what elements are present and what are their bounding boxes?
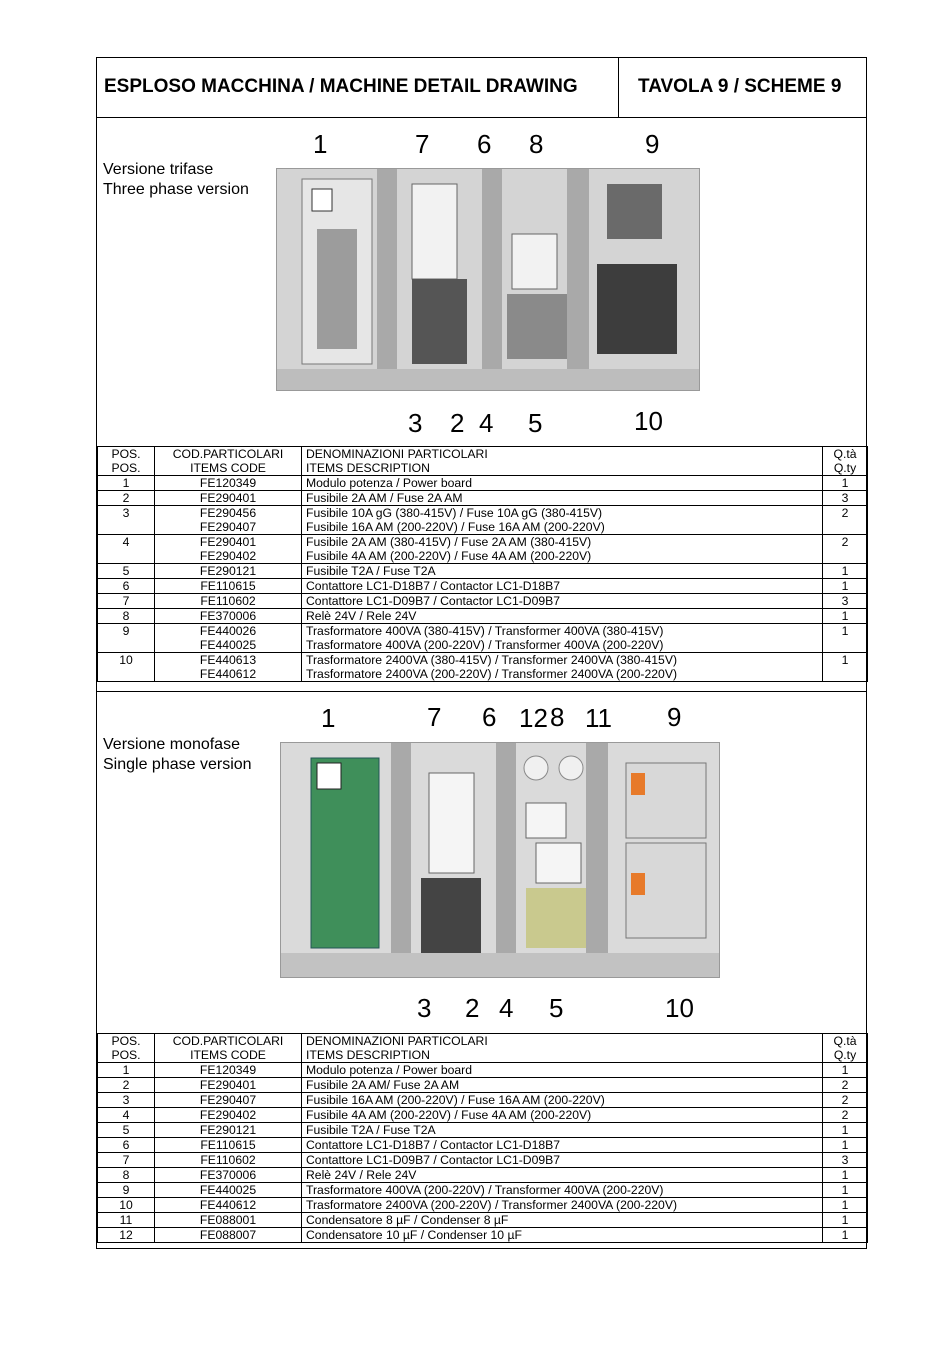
table-row [98, 1108, 868, 1123]
cell-pos: 12 [98, 1228, 155, 1243]
callout-5: 5 [549, 993, 564, 1023]
cell-qty: 1 [823, 1168, 868, 1183]
cell-description: Contattore LC1-D09B7 / Contactor LC1-D09B7 [302, 594, 823, 609]
cell-pos: 1 [98, 1063, 155, 1078]
callout-7: 7 [427, 702, 442, 732]
cell-code: FE110615 [155, 1138, 302, 1153]
version-label-it: Versione monofase [103, 736, 240, 753]
cell-code: FE088001 [155, 1213, 302, 1228]
cell-qty: 1 [823, 1228, 868, 1243]
cell-code: FE370006 [155, 609, 302, 624]
cell-pos: 7 [98, 594, 155, 609]
callout-4: 4 [479, 408, 494, 438]
cell-code: FE290401 FE290402 [155, 535, 302, 564]
cell-pos: 10 [98, 653, 155, 682]
version-label-it: Versione trifase [103, 161, 214, 178]
cell-description: Trasformatore 400VA (200-220V) / Transformer 400VA (200-220V) [302, 1183, 823, 1198]
cell-code: FE290121 [155, 564, 302, 579]
table-row [98, 1228, 868, 1243]
three-phase-section [97, 118, 866, 448]
callout-4: 4 [499, 993, 514, 1023]
cell-code: FE440026 FE440025 [155, 624, 302, 653]
version-label-en: Single phase version [103, 756, 252, 773]
cell-description: Relè 24V / Rele 24V [302, 609, 823, 624]
cell-code: FE290401 [155, 1078, 302, 1093]
version-label-en: Three phase version [103, 181, 249, 198]
column-header-description: DENOMINAZIONI PARTICOLARI ITEMS DESCRIPTION [302, 447, 823, 476]
callout-2: 2 [465, 993, 480, 1023]
cell-description: Modulo potenza / Power board [302, 1063, 823, 1078]
cell-qty: 1 [823, 1138, 868, 1153]
page-title: ESPLOSO MACCHINA / MACHINE DETAIL DRAWING [104, 76, 578, 97]
cell-qty: 1 [823, 1063, 868, 1078]
table-row [98, 1153, 868, 1168]
callout-2: 2 [450, 408, 465, 438]
cell-pos: 4 [98, 535, 155, 564]
column-header-pos: POS. POS. [98, 1034, 155, 1063]
cell-description: Relè 24V / Rele 24V [302, 1168, 823, 1183]
cell-pos: 2 [98, 491, 155, 506]
callout-8: 8 [550, 702, 565, 732]
cell-pos: 8 [98, 1168, 155, 1183]
cell-description: Fusibile 4A AM (200-220V) / Fuse 4A AM (200-220V) [302, 1108, 823, 1123]
table-row [98, 594, 868, 609]
table-row [98, 1093, 868, 1108]
cell-description: Fusibile 10A gG (380-415V) / Fuse 10A gG (380-415V) Fusibile 16A AM (200-220V) / Fuse 16A AM (200-220V) [302, 506, 823, 535]
callout-5: 5 [528, 408, 543, 438]
cell-qty: 1 [823, 476, 868, 491]
table-row [98, 1123, 868, 1138]
cell-pos: 9 [98, 624, 155, 653]
cell-code: FE120349 [155, 476, 302, 491]
cell-qty: 2 [823, 1108, 868, 1123]
cell-pos: 5 [98, 564, 155, 579]
callout-1: 1 [321, 703, 336, 733]
cell-description: Modulo potenza / Power board [302, 476, 823, 491]
column-header-qty: Q.tà Q.ty [823, 447, 868, 476]
cell-qty: 1 [823, 609, 868, 624]
cell-qty: 3 [823, 594, 868, 609]
cell-code: FE290121 [155, 1123, 302, 1138]
cell-description: Trasformatore 400VA (380-415V) / Transformer 400VA (380-415V) Trasformatore 400VA (200-220V) / Transformer 400VA (200-220V) [302, 624, 823, 653]
cell-description: Fusibile 16A AM (200-220V) / Fuse 16A AM (200-220V) [302, 1093, 823, 1108]
cell-code: FE290456 FE290407 [155, 506, 302, 535]
cell-qty: 2 [823, 535, 868, 564]
cell-code: FE120349 [155, 1063, 302, 1078]
cell-code: FE370006 [155, 1168, 302, 1183]
cell-qty: 1 [823, 1183, 868, 1198]
cell-pos: 10 [98, 1198, 155, 1213]
callout-9: 9 [667, 702, 682, 732]
callout-8: 8 [529, 129, 544, 159]
table-row [98, 476, 868, 491]
cell-pos: 6 [98, 579, 155, 594]
table-row [98, 624, 868, 653]
cell-qty: 3 [823, 491, 868, 506]
table-row [98, 506, 868, 535]
cell-qty: 2 [823, 1078, 868, 1093]
cell-pos: 8 [98, 609, 155, 624]
cell-code: FE440612 [155, 1198, 302, 1213]
table-row [98, 609, 868, 624]
cell-description: Trasformatore 2400VA (380-415V) / Transformer 2400VA (380-415V) Trasformatore 2400VA (200-220V) / Transformer 2400VA (200-220V) [302, 653, 823, 682]
single-phase-section [97, 691, 866, 1037]
panel-illustration [277, 169, 700, 391]
table-row [98, 1138, 868, 1153]
single-phase-parts-table [97, 1033, 868, 1243]
cell-code: FE088007 [155, 1228, 302, 1243]
cell-code: FE110615 [155, 579, 302, 594]
callout-6: 6 [482, 702, 497, 732]
cell-qty: 1 [823, 1198, 868, 1213]
callout-9: 9 [645, 129, 660, 159]
cell-description: Condensatore 8 µF / Condenser 8 µF [302, 1213, 823, 1228]
cell-description: Fusibile 2A AM (380-415V) / Fuse 2A AM (380-415V) Fusibile 4A AM (200-220V) / Fuse 4A AM (200-220V) [302, 535, 823, 564]
cell-qty: 1 [823, 624, 868, 653]
table-row [98, 1198, 868, 1213]
cell-code: FE440613 FE440612 [155, 653, 302, 682]
cell-description: Fusibile T2A / Fuse T2A [302, 1123, 823, 1138]
table-row [98, 491, 868, 506]
table-row [98, 653, 868, 682]
table-header-row [98, 447, 868, 476]
cell-pos: 3 [98, 506, 155, 535]
header-divider [618, 58, 619, 117]
cell-pos: 11 [98, 1213, 155, 1228]
cell-qty: 1 [823, 579, 868, 594]
cell-code: FE290402 [155, 1108, 302, 1123]
cell-qty: 2 [823, 1093, 868, 1108]
sheet-header [97, 58, 866, 118]
cell-pos: 3 [98, 1093, 155, 1108]
column-header-code: COD.PARTICOLARI ITEMS CODE [155, 1034, 302, 1063]
cell-pos: 2 [98, 1078, 155, 1093]
callout-1: 1 [313, 129, 328, 159]
table-row [98, 564, 868, 579]
cell-description: Trasformatore 2400VA (200-220V) / Transformer 2400VA (200-220V) [302, 1198, 823, 1213]
cell-qty: 1 [823, 653, 868, 682]
callout-12: 12 [519, 703, 548, 733]
table-reference: TAVOLA 9 / SCHEME 9 [638, 76, 842, 97]
cell-pos: 6 [98, 1138, 155, 1153]
callout-3: 3 [417, 993, 432, 1023]
cell-qty: 3 [823, 1153, 868, 1168]
table-row [98, 1183, 868, 1198]
single-phase-panel-photo [280, 742, 720, 978]
panel-illustration [281, 743, 720, 978]
three-phase-parts-table [97, 446, 868, 682]
cell-description: Condensatore 10 µF / Condenser 10 µF [302, 1228, 823, 1243]
callout-10: 10 [665, 993, 694, 1023]
cell-description: Contattore LC1-D18B7 / Contactor LC1-D18B7 [302, 579, 823, 594]
drawing-sheet [96, 57, 867, 1249]
cell-description: Fusibile 2A AM / Fuse 2A AM [302, 491, 823, 506]
cell-code: FE110602 [155, 594, 302, 609]
cell-pos: 5 [98, 1123, 155, 1138]
cell-pos: 1 [98, 476, 155, 491]
table-row [98, 579, 868, 594]
cell-qty: 1 [823, 564, 868, 579]
table-row [98, 1168, 868, 1183]
cell-pos: 7 [98, 1153, 155, 1168]
cell-code: FE110602 [155, 1153, 302, 1168]
column-header-description: DENOMINAZIONI PARTICOLARI ITEMS DESCRIPTION [302, 1034, 823, 1063]
table-row [98, 1063, 868, 1078]
callout-7: 7 [415, 129, 430, 159]
callout-10: 10 [634, 406, 663, 436]
table-row [98, 1213, 868, 1228]
cell-description: Contattore LC1-D09B7 / Contactor LC1-D09B7 [302, 1153, 823, 1168]
cell-code: FE290401 [155, 491, 302, 506]
cell-description: Fusibile 2A AM/ Fuse 2A AM [302, 1078, 823, 1093]
three-phase-panel-photo [276, 168, 700, 391]
cell-qty: 1 [823, 1123, 868, 1138]
cell-description: Fusibile T2A / Fuse T2A [302, 564, 823, 579]
cell-pos: 4 [98, 1108, 155, 1123]
column-header-code: COD.PARTICOLARI ITEMS CODE [155, 447, 302, 476]
table-header-row [98, 1034, 868, 1063]
cell-qty: 1 [823, 1213, 868, 1228]
cell-code: FE440025 [155, 1183, 302, 1198]
callout-11: 11 [585, 703, 612, 733]
cell-code: FE290407 [155, 1093, 302, 1108]
callout-6: 6 [477, 129, 492, 159]
cell-pos: 9 [98, 1183, 155, 1198]
table-row [98, 1078, 868, 1093]
column-header-pos: POS. POS. [98, 447, 155, 476]
table-row [98, 535, 868, 564]
column-header-qty: Q.tà Q.ty [823, 1034, 868, 1063]
cell-qty: 2 [823, 506, 868, 535]
callout-3: 3 [408, 408, 423, 438]
cell-description: Contattore LC1-D18B7 / Contactor LC1-D18B7 [302, 1138, 823, 1153]
